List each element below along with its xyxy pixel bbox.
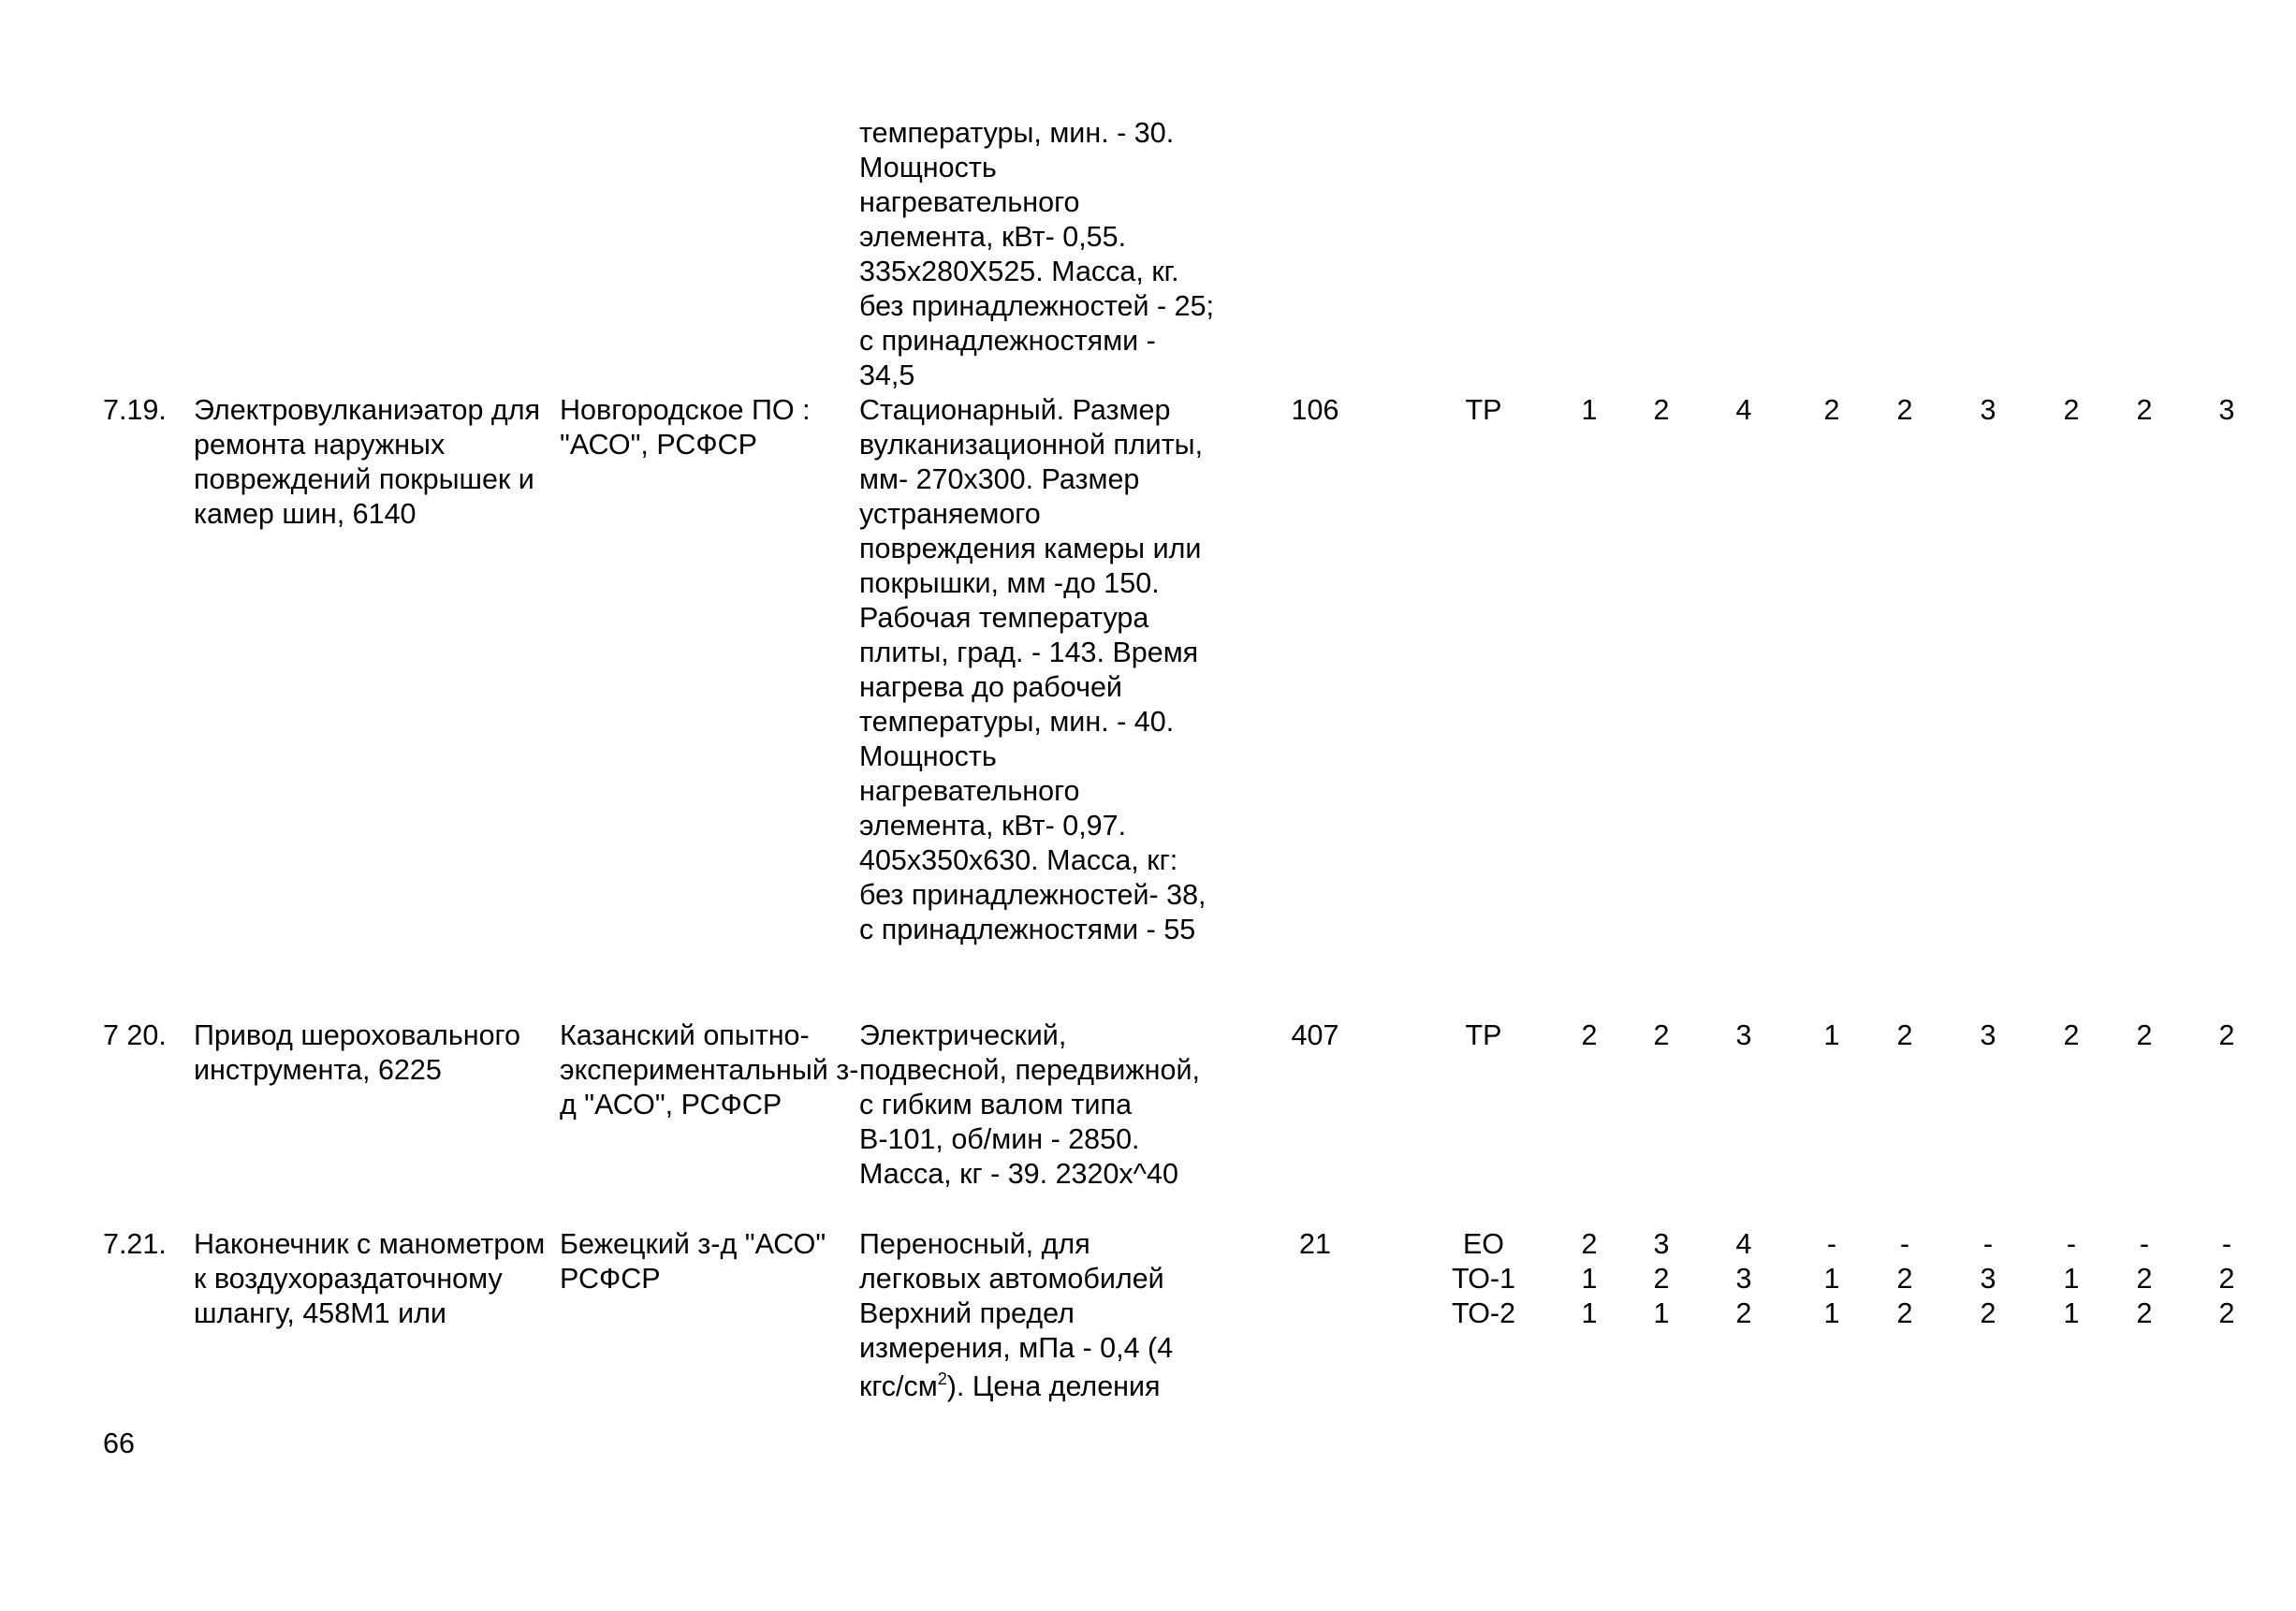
value-cell: - bbox=[1826, 1228, 1837, 1260]
value-cell: 1 bbox=[2063, 1263, 2080, 1295]
value-cell: 1 bbox=[1581, 1297, 1598, 1329]
value-cell: 2 bbox=[1896, 1019, 1913, 1051]
value-cell: 2 bbox=[2218, 1019, 2235, 1051]
value-cell: 3 bbox=[1980, 394, 1996, 426]
value-cell: 2 bbox=[1581, 1228, 1598, 1260]
service-kind: ТР bbox=[1465, 1019, 1502, 1051]
service-kind: ТО-1 bbox=[1451, 1263, 1516, 1295]
row-number: 7.19. bbox=[103, 394, 167, 426]
row-number: 7.21. bbox=[103, 1228, 167, 1260]
service-kind: ТР bbox=[1465, 394, 1502, 426]
value-cell: 2 bbox=[2218, 1297, 2235, 1329]
value-cell: 3 bbox=[1735, 1263, 1752, 1295]
row-number: 7 20. bbox=[103, 1019, 167, 1051]
value-cell: 2 bbox=[1653, 394, 1670, 426]
value-cell: 2 bbox=[1823, 394, 1840, 426]
description-line: Переносный, для bbox=[859, 1228, 1090, 1260]
equipment-name: Электровулканиэатор для ремонта наружных повреждений покрышек и камер шин, 6140 bbox=[194, 394, 541, 530]
description: Стационарный. Размер вулканизационной плиты, мм- 270x300. Размер устраняемого повреждения камеры или покрышки, мм -до 150. Рабочая температура плиты, град. - 143. Время нагрева до рабочей температуры, мин. - 40. Мощность нагревательного элемента, кВт- 0,97. 405x350x630. Масса, кг: без принадлежностей- 38, с принадлежностями - 55 bbox=[859, 394, 1206, 945]
page-number: 66 bbox=[103, 1428, 135, 1459]
value-cell: 1 bbox=[1823, 1297, 1840, 1329]
value-cell: 1 bbox=[1653, 1297, 1670, 1329]
model-code: 21 bbox=[1299, 1228, 1331, 1260]
value-cell: 1 bbox=[1823, 1263, 1840, 1295]
value-cell: 3 bbox=[2218, 394, 2235, 426]
model-code: 106 bbox=[1291, 394, 1339, 426]
manufacturer: Бежецкий з-д "АСО" РСФСР bbox=[560, 1228, 826, 1295]
value-cell: 2 bbox=[2063, 1019, 2080, 1051]
value-cell: 2 bbox=[1735, 1297, 1752, 1329]
value-cell: 2 bbox=[2218, 1263, 2235, 1295]
value-cell: - bbox=[1899, 1228, 1910, 1260]
description-line bbox=[859, 1369, 1215, 1404]
value-cell: 1 bbox=[2063, 1297, 2080, 1329]
description-text: ). Цена деления bbox=[946, 1370, 1161, 1402]
value-cell: 2 bbox=[2136, 1263, 2153, 1295]
value-cell: 2 bbox=[2136, 1019, 2153, 1051]
value-cell: 4 bbox=[1735, 1228, 1752, 1260]
description bbox=[859, 1227, 1215, 1404]
equipment-name: Наконечник с манометром к воздухораздаточному шлангу, 458М1 или bbox=[194, 1228, 546, 1329]
service-kind: ЕО bbox=[1462, 1228, 1505, 1260]
value-cell: - bbox=[2221, 1228, 2232, 1260]
value-cell: 2 bbox=[1896, 1297, 1913, 1329]
value-cell: 1 bbox=[1823, 1019, 1840, 1051]
value-cell: - bbox=[2139, 1228, 2150, 1260]
value-cell: 2 bbox=[1653, 1263, 1670, 1295]
description-line: легковых автомобилей bbox=[859, 1263, 1164, 1295]
value-cell: 1 bbox=[1581, 1263, 1598, 1295]
superscript: 2 bbox=[937, 1369, 947, 1388]
value-cell: - bbox=[2066, 1228, 2077, 1260]
service-kinds bbox=[1446, 1227, 1521, 1331]
value-cell: 2 bbox=[2063, 394, 2080, 426]
model-code: 407 bbox=[1291, 1019, 1339, 1051]
value-cell: 4 bbox=[1735, 394, 1752, 426]
description-text: кгс/см bbox=[859, 1370, 938, 1402]
value-cell: 2 bbox=[1896, 1263, 1913, 1295]
value-cell: 1 bbox=[1581, 394, 1598, 426]
equipment-name: Привод шероховального инструмента, 6225 bbox=[194, 1019, 520, 1086]
value-cell: 3 bbox=[1980, 1019, 1996, 1051]
value-cell: 2 bbox=[2136, 1297, 2153, 1329]
value-cell: - bbox=[1982, 1228, 1994, 1260]
continued-description: температуры, мин. - 30. Мощность нагревательного элемента, кВт- 0,55. 335x280X525. Масса, кг. без принадлежностей - 25; с принадлежностями - 34,5 bbox=[859, 117, 1215, 391]
value-cell: 2 bbox=[2136, 394, 2153, 426]
service-kind: ТО-2 bbox=[1451, 1297, 1516, 1329]
value-cell: 3 bbox=[1653, 1228, 1670, 1260]
value-cell: 2 bbox=[1581, 1019, 1598, 1051]
value-cell: 2 bbox=[1980, 1297, 1996, 1329]
description-line: измерения, мПа - 0,4 (4 bbox=[859, 1332, 1174, 1364]
description-line: Верхний предел bbox=[859, 1297, 1075, 1329]
manufacturer: Казанский опытно-экспериментальный з-д "АСО", РСФСР bbox=[560, 1019, 859, 1120]
value-cell: 2 bbox=[1653, 1019, 1670, 1051]
value-cell: 3 bbox=[1735, 1019, 1752, 1051]
manufacturer: Новгородское ПО : "АСО", РСФСР bbox=[560, 394, 811, 461]
description: Электрический, подвесной, передвижной, с гибким валом типа В-101, об/мин - 2850. Масса, кг - 39. 2320x^40 bbox=[859, 1019, 1200, 1190]
value-cell: 2 bbox=[1896, 394, 1913, 426]
value-cell: 3 bbox=[1980, 1263, 1996, 1295]
